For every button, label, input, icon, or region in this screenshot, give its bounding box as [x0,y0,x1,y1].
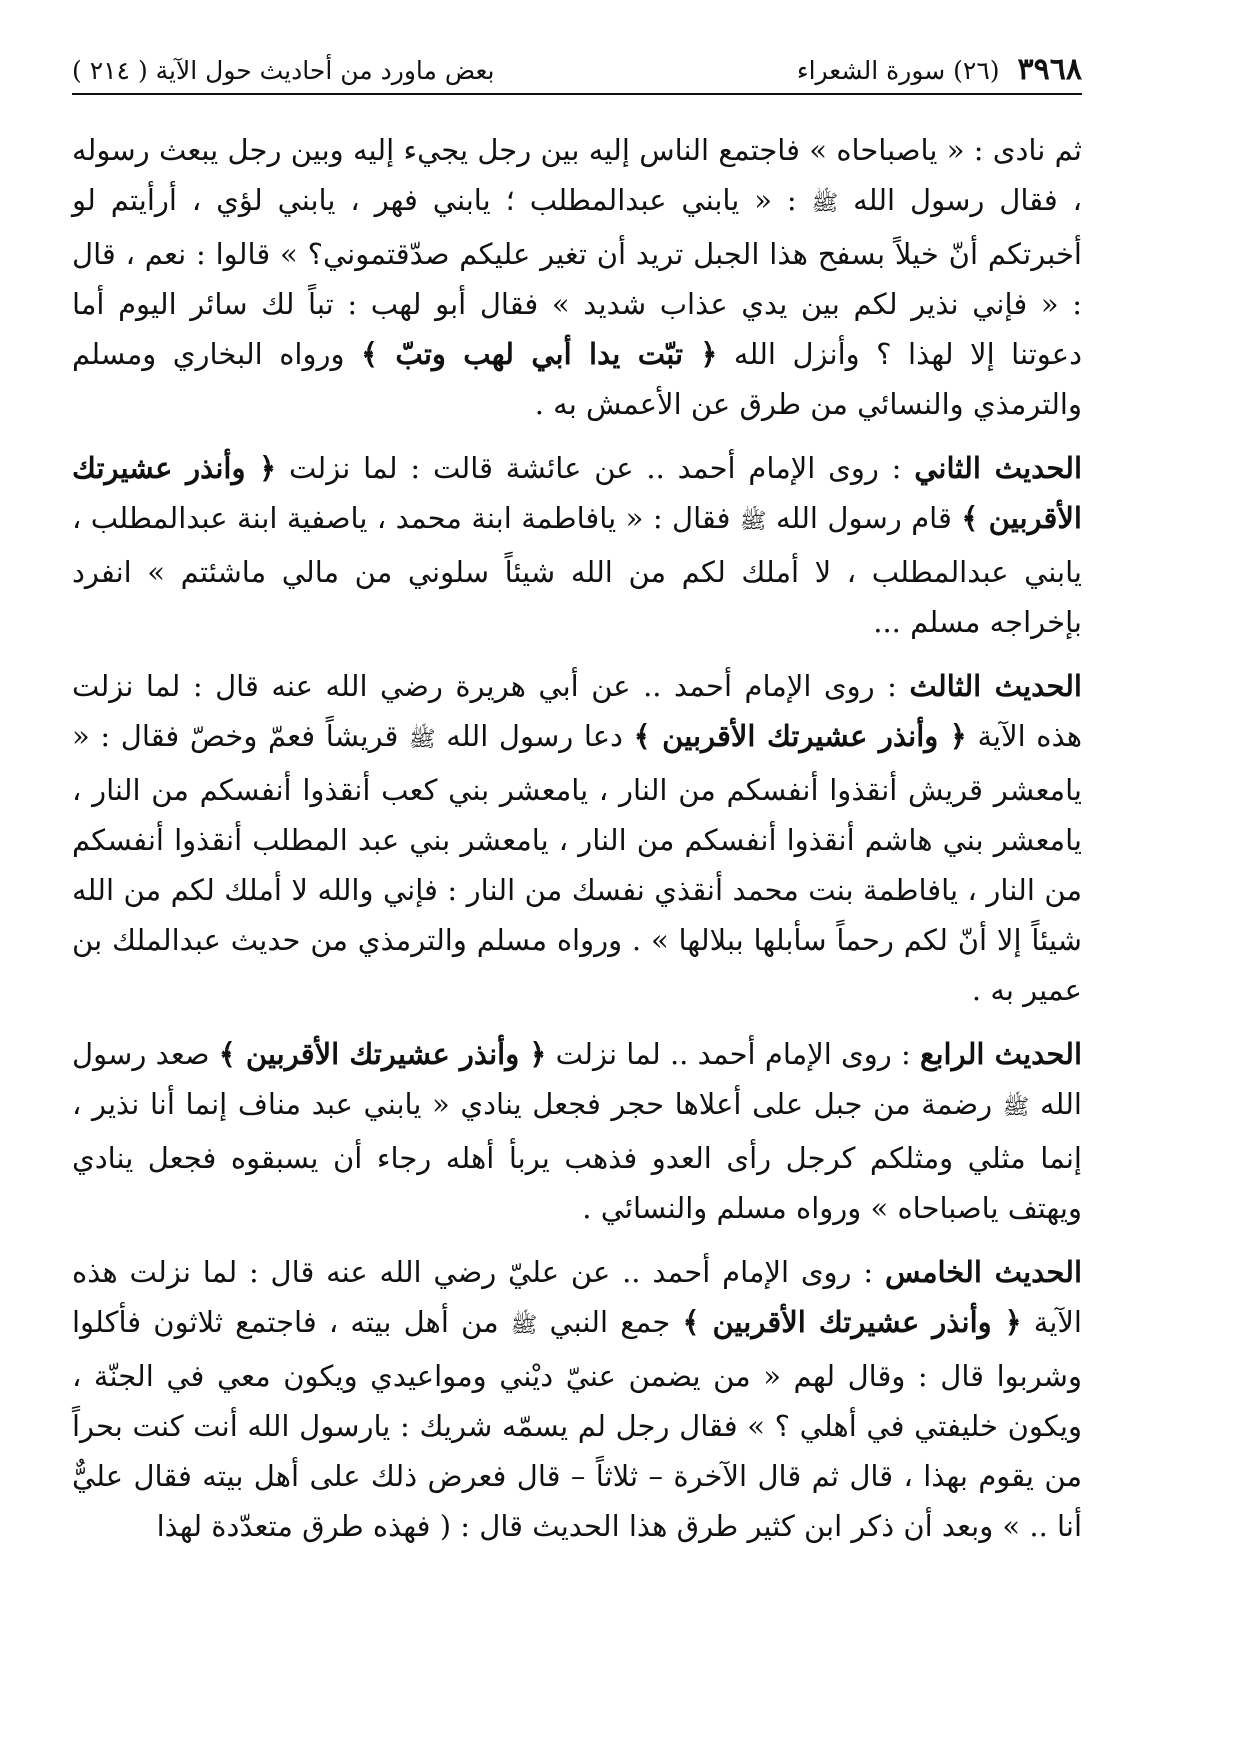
text-segment: جمع النبي [537,1305,683,1339]
quran-verse: ﴿ تبّت يدا أبي لهب وتبّ ﴾ [360,337,718,371]
hadith-heading: الحديث الثاني [914,451,1083,485]
paragraph-continuation [72,125,1082,429]
hadith-heading: الحديث الرابع [920,1037,1083,1071]
honorific-glyph: ﷺ [409,727,436,752]
honorific-glyph: ﷺ [510,1313,538,1338]
hadith-heading: الحديث الثالث [909,669,1082,703]
header-right [797,52,1082,87]
honorific-glyph: ﷺ [1002,1095,1030,1120]
text-segment: : روى الإمام أحمد .. عن عليّ رضي الله عنه قال : لما نزلت هذه الآية [72,1255,1082,1339]
running-header [72,52,1082,95]
text-segment: قام رسول الله [766,501,962,535]
text-segment: من أهل بيته ، فاجتمع ثلاثون فأكلوا وشربوا قال : وقال لهم « من يضمن عنيّ ديْني ومواعيدي ويكون معي في الجنّة ، ويكون خليفتي في أهلي ؟ » فقال رجل لم يسمّه شريك : يارسول الله أنت كنت بحراً من يقوم بهذا ، قال ثم قال الآخرة – ثلاثاً – قال فعرض ذلك على أهل بيته فقال عليٌّ أنا .. » وبعد أن ذكر ابن كثير طرق هذا الحديث قال : ( فهذه طرق متعدّدة لهذا [72,1305,1082,1543]
honorific-glyph: ﷺ [739,509,767,534]
honorific-glyph: ﷺ [811,191,839,216]
surah-title: (٢٦) سورة الشعراء [796,56,1000,85]
book-page [72,52,1082,1732]
text-segment: قريشاً فعمّ وخصّ فقال : « يامعشر قريش أنقذوا أنفسكم من النار ، يامعشر بني كعب أنقذوا أنفسكم من النار ، يامعشر بني هاشم أنقذوا أنفسكم من النار ، يامعشر بني عبد المطلب أنقذوا أنفسكم من النار ، يافاطمة بنت محمد أنقذي نفسك من النار : فإني والله لا أملك لكم من الله شيئاً إلا أنّ لكم رحماً سأبلها ببلالها » . ورواه مسلم والترمذي من حديث عبدالملك بن عمير به . [72,719,1082,1007]
page-number: ٣٩٦٨ [1017,52,1082,87]
body-text [72,125,1082,1551]
text-segment: دعا رسول الله [435,719,634,753]
text-segment: صعد رسول الله [72,1037,1082,1121]
text-segment: ثم نادى : « ياصباحاه » فاجتمع الناس إليه بين رجل يجيء إليه وبين رجل يبعث رسوله ، فقال رسول الله [72,133,1082,217]
text-segment: ورواه البخاري ومسلم والترمذي والنسائي من طرق عن الأعمش به . [72,337,1082,421]
hadith-fifth [72,1247,1082,1551]
text-segment: : روى الإمام أحمد .. لما نزلت [546,1037,921,1071]
text-segment: : روى الإمام أحمد .. عن أبي هريرة رضي الله عنه قال : لما نزلت هذه الآية [72,669,1083,753]
text-segment: : روى الإمام أحمد .. عن عائشة قالت : لما نزلت [276,451,915,485]
hadith-fourth [72,1029,1082,1233]
hadith-second [72,443,1082,647]
hadith-third [72,661,1082,1015]
section-title: بعض ماورد من أحاديث حول الآية ( ٢١٤ ) [72,56,495,85]
text-segment: فقال : « يافاطمة ابنة محمد ، ياصفية ابنة عبدالمطلب ، يابني عبدالمطلب ، لا أملك لكم من الله شيئاً سلوني من مالي ماشئتم » انفرد بإخراجه مسلم ... [72,501,1082,639]
hadith-heading: الحديث الخامس [884,1255,1082,1289]
text-segment: : « يابني عبدالمطلب ؛ يابني فهر ، يابني لؤي ، أرأيتم لو أخبرتكم أنّ خيلاً بسفح هذا الجبل تريد أن تغير عليكم صدّقتموني؟ » قالوا : نعم ، قال : « فإني نذير لكم بين يدي عذاب شديد » فقال أبو لهب : تباً لك سائر اليوم أما دعوتنا إلا لهذا ؟ وأنزل الله [72,183,1082,371]
quran-verse: ﴿ وأنذر عشيرتك الأقربين ﴾ [682,1305,1022,1339]
quran-verse: ﴿ وأنذر عشيرتك الأقربين ﴾ [218,1037,547,1071]
quran-verse: ﴿ وأنذر عشيرتك الأقربين ﴾ [633,719,967,753]
text-segment: رضمة من جبل على أعلاها حجر فجعل ينادي « يابني عبد مناف إنما أنا نذير ، إنما مثلي ومثلكم كرجل رأى العدو فذهب يربأ أهله رجاء أن يسبقوه فجعل ينادي ويهتف ياصباحاه » ورواه مسلم والنسائي . [72,1087,1082,1225]
quran-verse: ﴿ وأنذر عشيرتك الأقربين ﴾ [72,451,1082,535]
